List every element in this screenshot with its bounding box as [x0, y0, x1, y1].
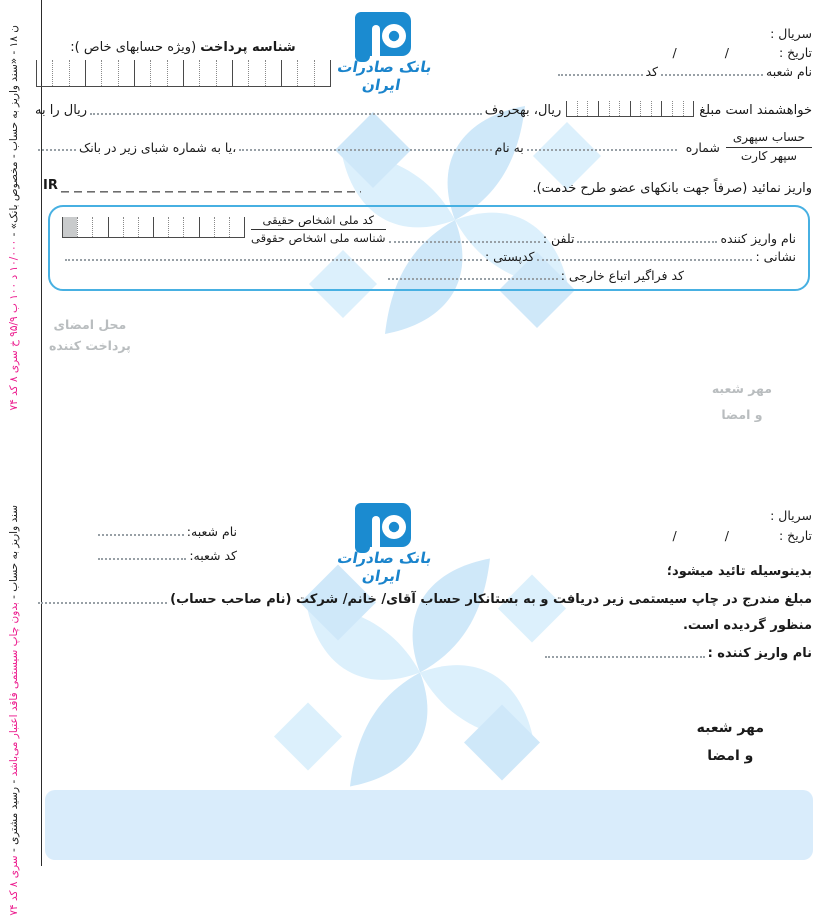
confirm-line1-row: [35, 590, 812, 607]
date-label-bottom: تاریخ :: [778, 528, 812, 543]
date-slash-2: /: [672, 45, 677, 60]
amount-words-blank[interactable]: [90, 101, 482, 115]
spine-bottom-pink1: بدون چاپ سیستمی فاقد اعتبار می‌باشد: [8, 602, 20, 777]
phone-blank[interactable]: [389, 229, 540, 243]
branch-name-blank[interactable]: [661, 62, 763, 76]
date-slash-2-bottom: /: [672, 528, 677, 543]
national-id-comb[interactable]: [62, 217, 245, 238]
date-slash-1: /: [724, 45, 729, 60]
payer-sign-line1: محل امضای: [53, 317, 127, 332]
payer-sign-line2: پرداخت کننده: [49, 338, 131, 354]
spine-top-black: ن ۱۸ - «سند واریز به حساب - مخصوص بانک» -: [8, 25, 20, 240]
stamp-line1-top: مهر شعبه: [711, 381, 772, 396]
top-form: [35, 0, 812, 480]
depositor-name-label: نام واریز کننده: [720, 230, 796, 246]
branch-stamp-area-top: [712, 376, 772, 429]
iban-blank[interactable]: [61, 181, 361, 193]
sepehr-account-label: حساب سپهری: [726, 130, 812, 148]
payer-signature-area: [49, 314, 131, 357]
iban-row: [43, 178, 361, 193]
national-id-fraction: [251, 213, 386, 246]
depositor-row-bottom: [542, 644, 812, 661]
foreign-code-label: کد فراگیر اتباع خارجی :: [560, 268, 684, 283]
account-number-blank[interactable]: [527, 137, 677, 151]
confirm-line1: مبلغ مندرج در چاپ سیستمی زیر دریافت و به بستانکار حساب آقای/ خانم/ شرکت (نام صاحب حساب): [170, 592, 812, 607]
request-amount-label: خواهشمند است مبلغ: [699, 103, 812, 118]
sepehr-card-label: سپهر کارت: [740, 148, 797, 163]
amount-comb[interactable]: [566, 101, 694, 117]
branch-code-label: کد: [645, 64, 659, 79]
postal-label: کدپستی :: [484, 249, 535, 265]
phone-label: تلفن :: [542, 230, 575, 246]
branch-code-label-bottom: کد شعبه:: [189, 548, 237, 563]
branch-stamp-area-bottom: [697, 714, 764, 770]
sheba-bank-blank[interactable]: [38, 137, 76, 151]
sheba-text: ،یا به شماره شبای زیر در بانک: [79, 139, 237, 155]
date-row-bottom: [633, 528, 813, 543]
branch-block: [95, 522, 237, 563]
depositor-name-blank[interactable]: [577, 229, 717, 243]
payment-id-title: شناسه پرداخت: [200, 40, 296, 55]
spine-bottom-black2: - رسید مشتری -: [8, 776, 20, 856]
stamp-line2-top: و امضا: [721, 407, 763, 423]
serial-label: سریال :: [770, 26, 812, 41]
spine-text-bottom: [8, 505, 20, 916]
amount-row: [35, 101, 812, 118]
account-name-blank[interactable]: [239, 137, 491, 151]
spine-top-pink: ۱۰/۰۰۰ د ۱۰۰ ب ۹۵/۹ خ سری ۸ کد ۷۴: [8, 239, 20, 411]
branch-code-blank[interactable]: [558, 62, 643, 76]
depositor-row-1: [62, 213, 796, 246]
date-label: تاریخ :: [778, 45, 812, 60]
deposit-note: واریز نمائید (صرفاً جهت بانکهای عضو طرح خدمت).: [532, 181, 812, 196]
depositor-blank-bottom[interactable]: [545, 644, 705, 658]
address-label: نشانی :: [755, 249, 796, 265]
stamp-line1-bottom: مهر شعبه: [696, 720, 764, 736]
natural-id-label: کد ملی اشخاص حقیقی: [251, 213, 386, 230]
depositor-row-2: [62, 247, 796, 264]
payment-id-note: (ویژه حسابهای خاص ):: [70, 40, 201, 55]
payment-id-label: [35, 40, 331, 55]
date-row: [633, 45, 813, 60]
depositor-label-bottom: نام واریز کننده :: [707, 646, 812, 661]
branch-name-blank-bottom[interactable]: [98, 522, 184, 536]
branch-name-label-bottom: نام شعبه:: [186, 524, 237, 539]
serial-label-bottom: سریال :: [770, 508, 812, 523]
legal-id-label: شناسه ملی اشخاص حقوقی: [251, 230, 386, 245]
depositor-row-3: [62, 266, 796, 283]
stamp-line2-bottom: و امضا: [707, 748, 754, 764]
to-name-label: به نام: [494, 139, 524, 155]
bank-name-script-bottom: بانک صادرات ایران: [335, 549, 434, 585]
branch-code-row: [95, 546, 237, 563]
bottom-form: [35, 500, 812, 790]
payment-id-comb[interactable]: [36, 60, 331, 87]
spine-bottom-black1: سند واریز به حساب -: [8, 505, 20, 603]
spine-bottom-pink2: سری ۸ کد ۷۴: [8, 855, 20, 916]
branch-name-label: نام شعبه: [766, 64, 812, 79]
date-slash-1-bottom: /: [724, 528, 729, 543]
account-holder-blank[interactable]: [38, 590, 167, 604]
confirm-line2: منظور گردیده است.: [682, 618, 812, 633]
spine-text-top: [8, 25, 20, 462]
branch-row: [537, 62, 812, 79]
account-type-fraction: [726, 130, 812, 164]
bank-name-script: بانک صادرات ایران: [335, 58, 434, 94]
system-print-panel: [45, 790, 813, 860]
account-number-label: شماره: [685, 139, 720, 155]
account-row: [35, 130, 812, 164]
rial-to-label: ریال را به: [35, 103, 88, 118]
iban-prefix: IR: [43, 178, 58, 193]
confirm-heading: بدینوسیله تائید میشود؛: [666, 564, 812, 579]
rial-in-words-label: ریال، بهحروف: [484, 103, 562, 118]
branch-name-row: [95, 522, 237, 539]
depositor-box: [48, 205, 810, 291]
branch-code-blank-bottom[interactable]: [98, 546, 186, 560]
address-blank[interactable]: [537, 247, 752, 261]
foreign-code-blank[interactable]: [388, 266, 558, 280]
postal-blank[interactable]: [65, 247, 482, 261]
